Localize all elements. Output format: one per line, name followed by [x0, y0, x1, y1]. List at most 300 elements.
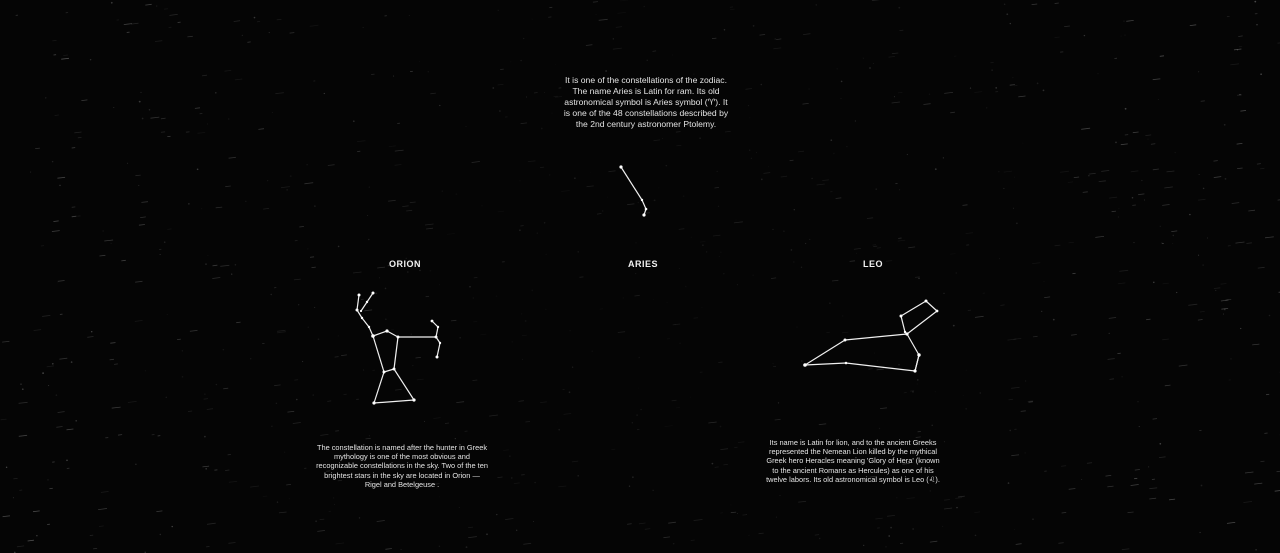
orion-star: [397, 336, 400, 339]
starfield-streak: [207, 409, 213, 410]
starfield-speck: [690, 397, 691, 398]
starfield-streak: [310, 25, 319, 26]
starfield-speck: [809, 88, 810, 89]
starfield-speck: [863, 58, 864, 59]
leo-star: [845, 362, 848, 365]
starfield-streak: [293, 423, 301, 424]
starfield-speck: [145, 370, 146, 371]
starfield-streak: [1146, 319, 1150, 320]
starfield-streak: [734, 447, 737, 448]
starfield-speck: [555, 64, 556, 65]
starfield-streak: [317, 531, 325, 532]
starfield-speck: [638, 357, 640, 359]
leo-constellation-figure[interactable]: [795, 292, 945, 382]
aries-title[interactable]: ARIES: [627, 259, 658, 269]
leo-title[interactable]: LEO: [862, 259, 883, 269]
starfield-speck: [636, 414, 638, 416]
starfield-streak: [229, 157, 236, 158]
starfield-streak: [1237, 168, 1243, 169]
starfield-streak: [597, 214, 601, 215]
starfield-streak: [673, 324, 681, 325]
starfield-speck: [509, 455, 510, 456]
starfield-streak: [52, 40, 56, 41]
starfield-speck: [1014, 529, 1015, 530]
starfield-speck: [1043, 90, 1045, 92]
starfield-streak: [715, 187, 720, 188]
starfield-speck: [1118, 208, 1119, 209]
starfield-speck: [772, 229, 773, 230]
starfield-streak: [93, 548, 97, 549]
starfield-speck: [1199, 174, 1200, 175]
starfield-streak: [13, 478, 17, 479]
starfield-streak: [1237, 95, 1242, 96]
starfield-speck: [534, 482, 535, 483]
starfield-streak: [817, 184, 825, 185]
starfield-streak: [908, 247, 915, 248]
starfield-streak: [572, 461, 578, 462]
starfield-speck: [367, 215, 368, 216]
starfield-streak: [1246, 243, 1252, 244]
starfield-streak: [561, 191, 570, 192]
starfield-streak: [955, 498, 962, 499]
starfield-speck: [439, 496, 440, 497]
starfield-speck: [57, 282, 58, 283]
starfield-speck: [635, 273, 636, 274]
starfield-streak: [1149, 488, 1157, 489]
starfield-speck: [1006, 13, 1008, 15]
starfield-speck: [511, 477, 512, 478]
orion-star: [360, 310, 362, 312]
starfield-speck: [45, 97, 46, 98]
starfield-streak: [1128, 512, 1134, 513]
starfield-speck: [207, 255, 208, 256]
starfield-streak: [676, 145, 681, 146]
starfield-speck: [935, 168, 937, 170]
starfield-speck: [869, 67, 871, 69]
starfield-speck: [679, 342, 681, 344]
starfield-speck: [776, 517, 777, 518]
starfield-speck: [577, 475, 579, 477]
starfield-speck: [724, 29, 726, 31]
starfield-speck: [512, 341, 513, 342]
starfield-speck: [1260, 73, 1262, 75]
starfield-speck: [272, 112, 273, 113]
starfield-speck: [164, 241, 166, 243]
starfield-streak: [225, 70, 232, 71]
starfield-streak: [121, 260, 126, 261]
starfield-speck: [699, 137, 700, 138]
starfield-speck: [1032, 519, 1033, 520]
starfield-streak: [611, 449, 615, 450]
starfield-speck: [103, 231, 104, 232]
starfield-speck: [205, 468, 207, 470]
starfield-speck: [315, 520, 317, 522]
starfield-streak: [665, 426, 673, 427]
starfield-streak: [718, 362, 722, 363]
starfield-speck: [139, 101, 141, 103]
starfield-streak: [587, 186, 594, 187]
starfield-streak: [135, 175, 140, 176]
starfield-streak: [234, 21, 240, 22]
starfield-streak: [1165, 385, 1171, 386]
starfield-speck: [1203, 188, 1205, 190]
starfield-streak: [336, 543, 345, 544]
leo-star: [900, 315, 903, 318]
starfield-speck: [783, 230, 785, 232]
starfield-speck: [1022, 143, 1023, 144]
starfield-streak: [1160, 56, 1164, 57]
starfield-streak: [700, 241, 706, 242]
starfield-streak: [235, 79, 242, 80]
starfield-streak: [156, 511, 162, 512]
starfield-streak: [1069, 489, 1076, 490]
starfield-speck: [1121, 36, 1122, 37]
starfield-speck: [667, 302, 668, 303]
starfield-speck: [761, 179, 763, 181]
starfield-speck: [314, 307, 315, 308]
starfield-speck: [486, 533, 488, 535]
starfield-speck: [1223, 314, 1224, 315]
starfield-streak: [335, 357, 339, 358]
starfield-speck: [672, 55, 673, 56]
starfield-streak: [593, 2, 598, 3]
orion-star: [368, 326, 370, 328]
leo-star-regulus: [917, 353, 920, 356]
starfield-streak: [228, 543, 235, 544]
starfield-streak: [1044, 297, 1050, 298]
starfield-streak: [1260, 168, 1264, 169]
starfield-speck: [772, 363, 774, 365]
orion-star: [356, 309, 359, 312]
starfield-speck: [753, 25, 755, 27]
starfield-speck: [334, 504, 335, 505]
starfield-speck: [369, 435, 370, 436]
starfield-streak: [114, 364, 118, 365]
starfield-streak: [713, 235, 720, 236]
starfield-speck: [223, 349, 225, 351]
starfield-speck: [66, 459, 68, 461]
starfield-streak: [410, 202, 416, 203]
starfield-speck: [42, 372, 44, 374]
starfield-streak: [528, 161, 536, 162]
starfield-speck: [525, 320, 527, 322]
starfield-speck: [956, 507, 957, 508]
starfield-speck: [980, 392, 981, 393]
starfield-streak: [944, 508, 952, 509]
starfield-streak: [815, 535, 819, 536]
starfield-speck: [1125, 35, 1126, 36]
starfield-speck: [1144, 199, 1145, 200]
starfield-streak: [3, 516, 10, 517]
starfield-streak: [1230, 64, 1239, 65]
starfield-streak: [294, 279, 301, 280]
starfield-streak: [28, 540, 34, 541]
starfield-speck: [36, 535, 37, 536]
starfield-streak: [1089, 173, 1096, 174]
starfield-streak: [135, 281, 142, 282]
starfield-streak: [263, 208, 269, 209]
starfield-streak: [1257, 164, 1261, 165]
starfield-streak: [279, 512, 287, 513]
starfield-speck: [533, 521, 534, 522]
starfield-streak: [1200, 311, 1205, 312]
starfield-streak: [425, 224, 434, 225]
starfield-streak: [55, 115, 59, 116]
starfield-streak: [1162, 339, 1169, 340]
starfield-speck: [1153, 282, 1154, 283]
starfield-streak: [1061, 466, 1066, 467]
orion-star: [437, 326, 439, 328]
starfield-speck: [1084, 35, 1085, 36]
starfield-streak: [734, 222, 743, 223]
starfield-speck: [541, 128, 543, 130]
starfield-streak: [497, 477, 502, 478]
starfield-streak: [1153, 169, 1159, 170]
starfield-streak: [1162, 205, 1169, 206]
starfield-streak: [304, 183, 313, 184]
starfield-speck: [643, 6, 645, 8]
starfield-speck: [498, 10, 499, 11]
starfield-speck: [482, 205, 483, 206]
starfield-streak: [74, 132, 81, 133]
starfield-streak: [277, 332, 286, 333]
starfield-speck: [805, 243, 806, 244]
starfield-streak: [67, 429, 74, 430]
starfield-speck: [160, 254, 161, 255]
starfield-streak: [505, 519, 513, 520]
starfield-streak: [118, 435, 122, 436]
starfield-streak: [1214, 288, 1220, 289]
starfield-streak: [715, 467, 719, 468]
starfield-streak: [188, 411, 192, 412]
starfield-streak: [58, 412, 65, 413]
starfield-streak: [1135, 470, 1140, 471]
starfield-streak: [52, 231, 60, 232]
starfield-streak: [145, 4, 151, 5]
starfield-speck: [135, 464, 136, 465]
starfield-streak: [1008, 339, 1017, 340]
starfield-streak: [819, 424, 826, 425]
starfield-streak: [521, 123, 527, 124]
starfield-speck: [912, 391, 913, 392]
starfield-speck: [172, 526, 173, 527]
starfield-speck: [662, 138, 663, 139]
starfield-streak: [645, 529, 651, 530]
starfield-speck: [254, 17, 256, 19]
starfield-speck: [1240, 328, 1241, 329]
leo-star-denebola: [803, 363, 807, 367]
starfield-streak: [1055, 3, 1059, 4]
starfield-streak: [124, 24, 132, 25]
starfield-speck: [1012, 77, 1013, 78]
starfield-streak: [1214, 161, 1218, 162]
orion-star: [361, 317, 363, 319]
starfield-speck: [632, 422, 633, 423]
starfield-streak: [694, 318, 698, 319]
starfield-speck: [369, 187, 370, 188]
starfield-speck: [428, 71, 429, 72]
starfield-speck: [751, 158, 752, 159]
orion-star: [358, 294, 361, 297]
starfield-speck: [1141, 180, 1142, 181]
starfield-streak: [898, 240, 906, 241]
starfield-speck: [1133, 242, 1134, 243]
starfield-streak: [639, 523, 646, 524]
starfield-streak: [170, 14, 178, 15]
starfield-streak: [277, 330, 285, 331]
starfield-speck: [205, 263, 207, 265]
starfield-streak: [1164, 187, 1173, 188]
starfield-streak: [310, 257, 314, 258]
starfield-streak: [776, 39, 781, 40]
starfield-speck: [250, 358, 251, 359]
starfield-streak: [1260, 461, 1264, 462]
starfield-speck: [720, 426, 722, 428]
starfield-speck: [1148, 139, 1149, 140]
starfield-streak: [1062, 513, 1067, 514]
starfield-speck: [113, 107, 114, 108]
starfield-speck: [1097, 73, 1098, 74]
starfield-streak: [880, 408, 887, 409]
starfield-streak: [676, 407, 680, 408]
starfield-streak: [277, 19, 282, 20]
starfield-speck: [1172, 243, 1173, 244]
starfield-streak: [161, 118, 166, 119]
starfield-speck: [215, 92, 217, 94]
starfield-speck: [999, 258, 1000, 259]
starfield-streak: [481, 334, 487, 335]
starfield-speck: [675, 324, 676, 325]
starfield-speck: [216, 384, 217, 385]
starfield-speck: [59, 185, 60, 186]
starfield-speck: [1041, 311, 1042, 312]
starfield-streak: [613, 48, 622, 49]
starfield-streak: [1133, 132, 1139, 133]
starfield-streak: [519, 401, 524, 402]
starfield-speck: [284, 452, 285, 453]
starfield-speck: [276, 403, 277, 404]
aries-constellation-figure[interactable]: [610, 160, 660, 225]
starfield-speck: [955, 272, 957, 274]
starfield-streak: [236, 322, 240, 323]
starfield-speck: [1010, 23, 1011, 24]
starfield-streak: [944, 500, 950, 501]
starfield-speck: [879, 428, 880, 429]
starfield-streak: [1214, 177, 1221, 178]
starfield-speck: [888, 535, 890, 537]
starfield-speck: [166, 397, 167, 398]
starfield-speck: [141, 92, 142, 93]
starfield-streak: [1109, 197, 1117, 198]
starfield-speck: [160, 534, 161, 535]
starfield-streak: [892, 53, 898, 54]
starfield-streak: [760, 35, 766, 36]
starfield-speck: [898, 7, 900, 9]
starfield-streak: [110, 343, 115, 344]
starfield-streak: [1254, 483, 1262, 484]
starfield-streak: [1064, 26, 1070, 27]
starfield-speck: [442, 191, 443, 192]
starfield-speck: [876, 188, 877, 189]
starfield-streak: [910, 391, 914, 392]
starfield-speck: [886, 546, 887, 547]
orion-description: The constellation is named after the hunter in Greek mythology is one of the most obvious and recognizable constellations in the sky. Two of the ten brightest stars in the sky are located in Orion — Rigel and Betelgeuse .: [316, 443, 488, 489]
starfield-streak: [1238, 36, 1242, 37]
starfield-speck: [557, 422, 558, 423]
starfield-streak: [195, 108, 200, 109]
starfield-speck: [778, 402, 779, 403]
starfield-streak: [34, 330, 42, 331]
starfield-streak: [1138, 194, 1144, 195]
starfield-streak: [287, 411, 294, 412]
starfield-speck: [1269, 315, 1271, 317]
starfield-streak: [1227, 522, 1235, 523]
starfield-speck: [963, 395, 964, 396]
starfield-streak: [1240, 111, 1246, 112]
starfield-streak: [250, 486, 259, 487]
starfield-speck: [269, 32, 270, 33]
starfield-speck: [363, 27, 364, 28]
starfield-speck: [590, 172, 591, 173]
starfield-streak: [299, 227, 304, 228]
starfield-speck: [308, 327, 310, 329]
starfield-streak: [489, 415, 498, 416]
starfield-speck: [1160, 226, 1161, 227]
starfield-streak: [389, 146, 396, 147]
starfield-streak: [915, 277, 920, 278]
starfield-speck: [856, 253, 857, 254]
starfield-streak: [798, 501, 806, 502]
starfield-speck: [1014, 177, 1015, 178]
starfield-streak: [1087, 463, 1092, 464]
orion-constellation-figure[interactable]: [340, 285, 460, 415]
starfield-streak: [540, 167, 544, 168]
starfield-streak: [730, 9, 734, 10]
starfield-streak: [1167, 171, 1175, 172]
leo-star: [905, 332, 908, 335]
starfield-speck: [1016, 222, 1018, 224]
starfield-streak: [1221, 300, 1229, 301]
starfield-streak: [290, 33, 295, 34]
starfield-streak: [220, 265, 229, 266]
starfield-speck: [48, 385, 49, 386]
starfield-streak: [139, 225, 145, 226]
starfield-streak: [771, 278, 776, 279]
starfield-streak: [503, 450, 509, 451]
starfield-streak: [101, 492, 109, 493]
starfield-streak: [19, 402, 28, 403]
starfield-streak: [1058, 543, 1063, 544]
starfield-speck: [197, 168, 199, 170]
starfield-streak: [131, 23, 139, 24]
starfield-speck: [47, 479, 48, 480]
starfield-streak: [1198, 320, 1203, 321]
starfield-streak: [887, 515, 895, 516]
starfield-streak: [406, 210, 412, 211]
leo-star: [844, 339, 847, 342]
starfield-speck: [632, 476, 634, 478]
starfield-speck: [353, 120, 355, 122]
starfield-streak: [433, 418, 440, 419]
starfield-speck: [532, 19, 533, 20]
starfield-streak: [898, 92, 902, 93]
leo-star: [913, 369, 916, 372]
starfield-streak: [599, 19, 608, 20]
orion-title[interactable]: ORION: [388, 259, 421, 269]
starfield-streak: [33, 511, 40, 512]
starfield-speck: [735, 219, 736, 220]
starfield-speck: [419, 61, 420, 62]
